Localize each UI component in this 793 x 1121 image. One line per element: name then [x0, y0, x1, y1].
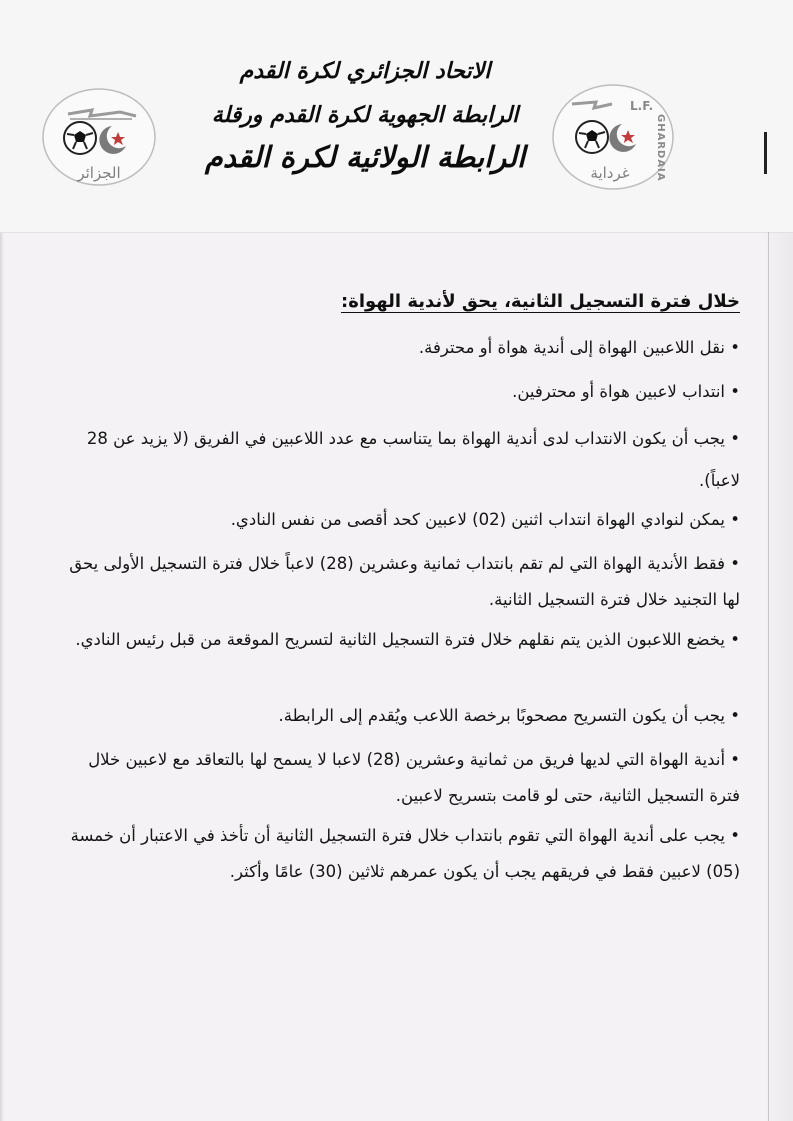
- right-logo-side-text: GHARDAIA: [655, 114, 666, 182]
- bullet-5: • فقط الأندية الهواة التي لم تقم بانتداب ثمانية وعشرين (28) لاعباً خلال فترة التسجيل الأولى يحق لها التجنيد خلال فترة التسجيل الثانية.: [69, 554, 740, 609]
- bullet-2: • انتداب لاعبين هواة أو محترفين.: [512, 382, 740, 401]
- bullet-7: • يجب أن يكون التسريح مصحوبًا برخصة اللاعب ويُقدم إلى الرابطة.: [278, 706, 740, 725]
- ghardaia-league-logo-icon: [550, 82, 676, 192]
- margin-mark: [764, 132, 767, 174]
- regional-league-title: الرابطة الجهوية لكرة القدم ورقلة: [211, 102, 519, 128]
- bullet-1: • نقل اللاعبين الهواة إلى أندية هواة أو محترفة.: [418, 338, 740, 357]
- bullet-8: • أندية الهواة التي لديها فريق من ثمانية وعشرين (28) لاعبا لا يسمح لها بالتعاقد مع لاعبين خلال فترة التسجيل الثانية، حتى لو قامت بتسريح لاعبين.: [88, 750, 740, 805]
- scan-fold-line: [768, 232, 769, 1121]
- faf-logo-icon: [40, 86, 158, 188]
- federation-title: الاتحاد الجزائري لكرة القدم: [239, 58, 491, 84]
- wilaya-league-title: الرابطة الولائية لكرة القدم: [204, 140, 526, 174]
- bullet-4: • يمكن لنوادي الهواة انتداب اثنين (02) لاعبين كحد أقصى من نفس النادي.: [230, 510, 740, 529]
- bullet-3: • يجب أن يكون الانتداب لدى أندية الهواة بما يتناسب مع عدد اللاعبين في الفريق (لا يزيد عن 28 لاعباً).: [86, 429, 740, 490]
- bullet-6: • يخضع اللاعبون الذين يتم نقلهم خلال فترة التسجيل الثانية لتسريح الموقعة من قبل رئيس النادي.: [75, 630, 740, 649]
- right-logo-top-text: L.F.: [630, 99, 654, 113]
- section-heading: خلال فترة التسجيل الثانية، يحق لأندية الهواة:: [341, 291, 740, 312]
- right-logo-bottom-text: غرداية: [590, 164, 630, 182]
- left-logo-caption: الجزائر: [77, 164, 121, 182]
- bullet-9: • يجب على أندية الهواة التي تقوم بانتداب خلال فترة التسجيل الثانية أن تأخذ في الاعتبار أن خمسة (05) لاعبين فقط في فريقهم يجب أن يكون عمرهم ثلاثين (30) عامًا وأكثر.: [70, 826, 740, 881]
